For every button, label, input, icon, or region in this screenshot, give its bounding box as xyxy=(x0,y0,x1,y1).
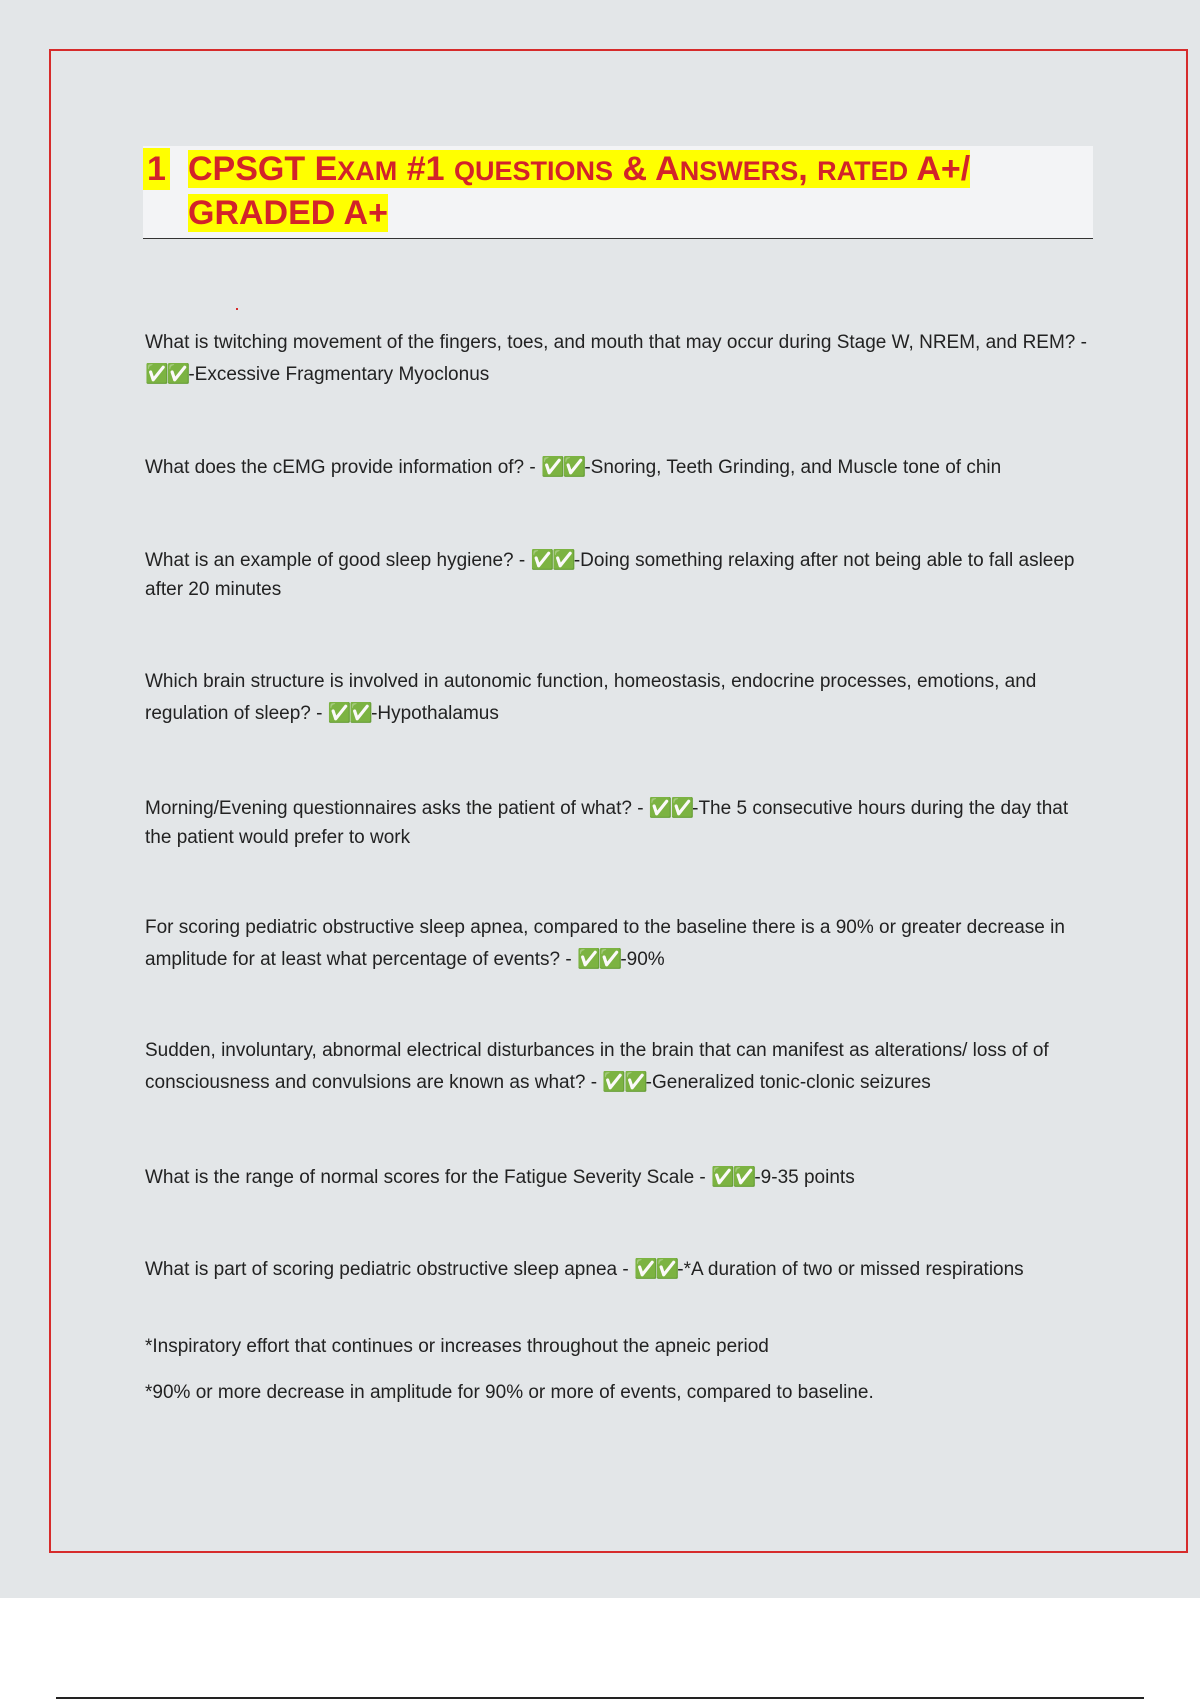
check-icon: ✅✅ xyxy=(541,457,585,478)
question-text: What is part of scoring pediatric obstructive sleep apnea - xyxy=(145,1259,634,1280)
answer-text: -9-35 points xyxy=(754,1167,855,1188)
footer-rule xyxy=(56,1697,1144,1699)
answer-text: -Snoring, Teeth Grinding, and Muscle tone of chin xyxy=(584,457,1002,478)
title-part: NSWERS xyxy=(679,156,799,186)
stray-mark xyxy=(236,308,238,310)
question-text: What is an example of good sleep hygiene? - xyxy=(145,550,531,571)
check-icon: ✅✅ xyxy=(633,1259,678,1280)
answer-text: -Doing something relaxing after not being able to fall asleep after 20 minutes xyxy=(145,550,1075,600)
question-text: Which brain structure is involved in autonomic function, homeostasis, endocrine processes, emotions, and regulation of sleep? - xyxy=(145,671,1037,724)
question-text: Sudden, involuntary, abnormal electrical disturbances in the brain that can manifest as alterations/ loss of of consciousness and convulsions are known as what? - xyxy=(145,1040,1049,1093)
qa-item-7 xyxy=(145,1035,1095,1099)
title-part: CPSGT E xyxy=(188,150,338,188)
qa-item-9 xyxy=(145,1255,1095,1285)
qa-item-6 xyxy=(145,912,1095,976)
title-part: XAM xyxy=(337,156,398,186)
answer-text: -90% xyxy=(620,949,665,970)
answer-text: -The 5 consecutive hours during the day that the patient would prefer to work xyxy=(145,798,1069,848)
qa-item-5 xyxy=(145,794,1095,852)
qa-item-3 xyxy=(145,546,1095,604)
title-part: #1 xyxy=(397,150,454,188)
title-part: QUESTIONS xyxy=(453,156,613,186)
check-icon: ✅✅ xyxy=(145,364,189,385)
answer-text: -Excessive Fragmentary Myoclonus xyxy=(188,364,490,385)
question-text: What does the cEMG provide information of? - xyxy=(145,457,542,478)
qa-item-8 xyxy=(145,1162,1095,1194)
answer-text: -Hypothalamus xyxy=(371,703,499,724)
check-icon: ✅✅ xyxy=(576,949,621,970)
title-part: RATED xyxy=(817,156,909,186)
title-block xyxy=(143,146,1093,239)
document-title xyxy=(188,148,1068,234)
title-number: 1 xyxy=(143,148,170,190)
question-text: What is twitching movement of the fingers, toes, and mouth that may occur during Stage W, NREM, and REM? - xyxy=(145,332,1087,353)
title-part: & A xyxy=(613,150,680,188)
check-icon: ✅✅ xyxy=(530,550,574,571)
check-icon: ✅✅ xyxy=(327,703,372,724)
check-icon: ✅✅ xyxy=(602,1072,646,1093)
qa-item-9-extra-line-1: *Inspiratory effort that continues or increases throughout the apneic period xyxy=(145,1336,769,1357)
question-text: What is the range of normal scores for the Fatigue Severity Scale - xyxy=(145,1167,712,1188)
qa-item-1 xyxy=(145,327,1095,391)
answer-text: -*A duration of two or missed respirations xyxy=(677,1259,1024,1280)
qa-item-2 xyxy=(145,452,1095,484)
answer-text: -Generalized tonic-clonic seizures xyxy=(645,1072,931,1093)
qa-item-9-extra-line-2: *90% or more decrease in amplitude for 90% or more of events, compared to baseline. xyxy=(145,1382,874,1403)
check-icon: ✅✅ xyxy=(711,1167,755,1188)
title-line-2: GRADED A+ xyxy=(188,194,388,232)
qa-item-4 xyxy=(145,666,1095,730)
title-part: , xyxy=(798,150,818,188)
check-icon: ✅✅ xyxy=(648,798,693,819)
title-part: A+/ xyxy=(908,150,971,188)
question-text: Morning/Evening questionnaires asks the patient of what? - xyxy=(145,798,649,819)
question-text: For scoring pediatric obstructive sleep apnea, compared to the baseline there is a 90% or greater decrease in amplitude for at least what percentage of events? - xyxy=(145,917,1065,970)
